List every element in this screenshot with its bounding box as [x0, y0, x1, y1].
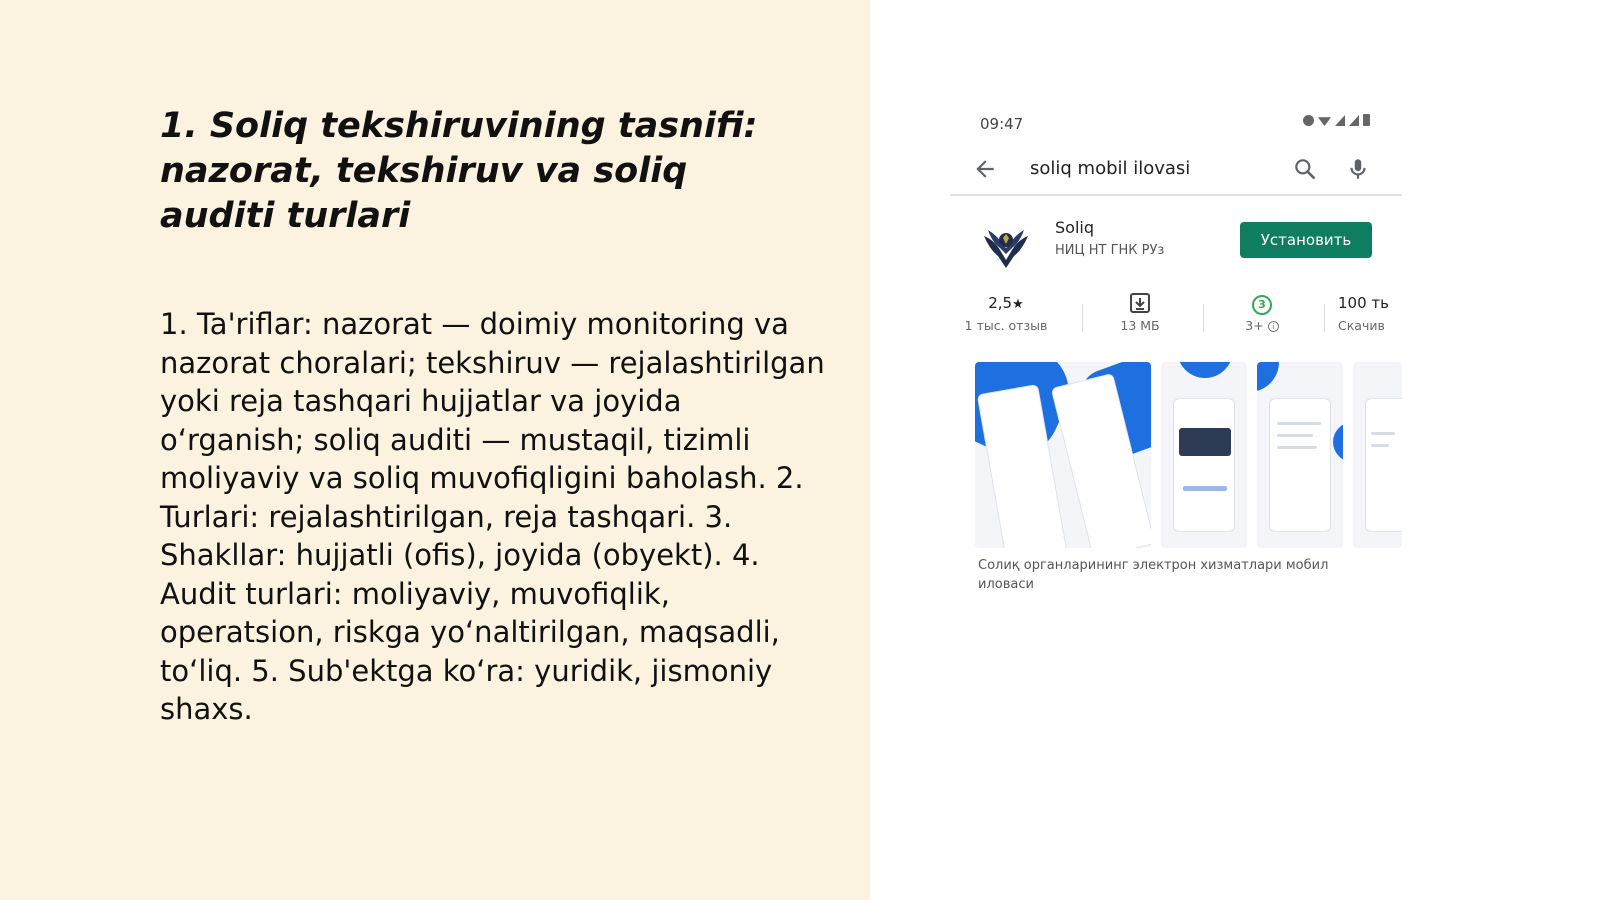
slide-body-text: 1. Ta'riflar: nazorat — doimiy monitoring va nazorat choralari; tekshiruv — rejalashtirilgan yoki reja tashqari hujjatlar va joyida oʻrganish; soliq auditi — mustaqil, tizimli moliyaviy va soliq muvofiqligini baholash. 2. Turlari: rejalashtirilgan, reja tashqari. 3. Shakllar: hujjatli (ofis), joyida (obyekt). 4. Audit turlari: moliyaviy, muvofiqlik, operatsion, riskga yoʻnaltirilgan, maqsadli, toʻliq. 5. Sub'ektga koʻra: yuridik, jismoniy shaxs. [160, 307, 825, 726]
install-button[interactable]: Установить [1240, 222, 1372, 258]
size-label: 13 МБ [1120, 318, 1160, 333]
text-line [1371, 444, 1389, 447]
signal-icon [1335, 115, 1345, 126]
stat-divider [1203, 304, 1204, 332]
stat-rating [958, 292, 1054, 333]
age-rating-icon: 3 [1252, 295, 1272, 315]
play-store-screenshot [950, 100, 1402, 600]
text-line [1277, 422, 1321, 425]
app-logo-icon[interactable] [978, 216, 1034, 272]
download-icon [1090, 292, 1190, 314]
stat-age-rating [1212, 292, 1312, 333]
search-query[interactable]: soliq mobil ilovasi [1030, 158, 1191, 179]
slide-title: 1. Soliq tekshiruvining tasnifi: nazorat, tekshiruv va soliq auditi turlari [160, 106, 758, 236]
battery-icon [1363, 114, 1370, 126]
downloads-label: Скачив [1338, 318, 1385, 333]
card-graphic [1179, 428, 1231, 456]
alarm-icon [1303, 115, 1314, 126]
screenshot-thumbnail[interactable] [1161, 362, 1247, 548]
stat-downloads [1338, 292, 1402, 333]
text-line [1277, 446, 1317, 449]
status-bar [950, 100, 1402, 140]
phone-mockup [1365, 398, 1402, 532]
stat-divider [1324, 304, 1325, 332]
rating-value: 2,5 [988, 294, 1013, 312]
app-developer: НИЦ НТ ГНК РУз [1055, 243, 1165, 258]
search-bar[interactable] [950, 144, 1402, 196]
button-graphic [1183, 486, 1227, 491]
text-line [1277, 434, 1313, 437]
back-arrow-icon[interactable] [972, 156, 998, 182]
age-label: 3+ [1245, 318, 1264, 333]
phone-mockup [1173, 398, 1235, 532]
text-line [1371, 432, 1395, 435]
screenshot-thumbnail[interactable] [1353, 362, 1402, 548]
status-time: 09:47 [980, 115, 1024, 133]
screenshot-carousel[interactable] [975, 362, 1402, 552]
downloads-value: 100 ть [1338, 294, 1389, 312]
app-name: Soliq [1055, 218, 1094, 237]
signal-icon [1349, 115, 1359, 126]
stat-size [1090, 292, 1190, 333]
decor-shape [1177, 362, 1233, 378]
decor-shape [1257, 362, 1279, 392]
decor-shape [1333, 422, 1343, 462]
wifi-icon [1318, 115, 1331, 126]
phone-mockup [1269, 398, 1331, 532]
mic-icon[interactable] [1345, 156, 1371, 182]
screenshot-thumbnail[interactable] [1257, 362, 1343, 548]
app-description: Солиқ органларининг электрон хизматлари мобил иловаси [978, 558, 1329, 592]
app-listing[interactable] [950, 210, 1402, 280]
rating-label: 1 тыс. отзыв [964, 318, 1048, 333]
star-icon: ★ [1012, 297, 1024, 312]
stat-divider [1082, 304, 1083, 332]
screenshot-thumbnail[interactable] [975, 362, 1151, 548]
info-icon[interactable]: i [1268, 321, 1279, 332]
app-stats [950, 292, 1402, 344]
status-icons [1303, 114, 1370, 126]
search-icon[interactable] [1292, 156, 1318, 182]
